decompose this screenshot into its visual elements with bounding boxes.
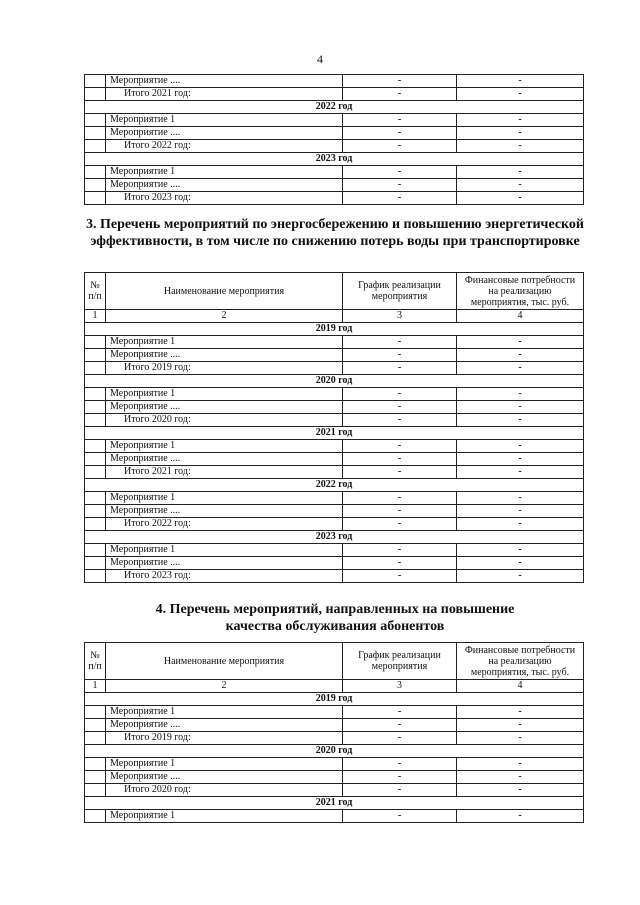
schedule-value: - bbox=[343, 453, 457, 466]
finance-value: - bbox=[457, 336, 584, 349]
total-row bbox=[85, 732, 584, 745]
row-number bbox=[85, 140, 106, 153]
section-4-title: 4. Перечень мероприятий, направленных на повышение качества обслуживания абонентов bbox=[155, 602, 515, 634]
total-row bbox=[85, 140, 584, 153]
column-number: 2 bbox=[106, 310, 343, 323]
finance-value: - bbox=[457, 166, 584, 179]
year-label: 2022 год bbox=[85, 101, 584, 114]
table-row bbox=[85, 557, 584, 570]
header-schedule: График реализации мероприятия bbox=[343, 273, 457, 310]
total-label: Итого 2023 год: bbox=[106, 192, 343, 205]
row-number bbox=[85, 88, 106, 101]
year-row bbox=[85, 323, 584, 336]
measure-name: Мероприятие .... bbox=[106, 75, 343, 88]
schedule-value: - bbox=[343, 492, 457, 505]
schedule-value: - bbox=[343, 140, 457, 153]
header-num: № п/п bbox=[85, 643, 106, 680]
year-row bbox=[85, 745, 584, 758]
year-label: 2019 год bbox=[85, 693, 584, 706]
finance-value: - bbox=[457, 140, 584, 153]
year-label: 2021 год bbox=[85, 427, 584, 440]
row-number bbox=[85, 440, 106, 453]
row-number bbox=[85, 362, 106, 375]
measure-name: Мероприятие 1 bbox=[106, 758, 343, 771]
column-number-row bbox=[85, 310, 584, 323]
column-number: 4 bbox=[457, 680, 584, 693]
finance-value: - bbox=[457, 719, 584, 732]
year-label: 2020 год bbox=[85, 375, 584, 388]
year-row bbox=[85, 427, 584, 440]
measure-name: Мероприятие .... bbox=[106, 719, 343, 732]
row-number bbox=[85, 127, 106, 140]
table-row bbox=[85, 75, 584, 88]
year-label: 2021 год bbox=[85, 797, 584, 810]
schedule-value: - bbox=[343, 719, 457, 732]
schedule-value: - bbox=[343, 88, 457, 101]
year-label: 2023 год bbox=[85, 531, 584, 544]
column-number-row bbox=[85, 680, 584, 693]
schedule-value: - bbox=[343, 505, 457, 518]
schedule-value: - bbox=[343, 570, 457, 583]
table-row bbox=[85, 505, 584, 518]
schedule-value: - bbox=[343, 114, 457, 127]
schedule-value: - bbox=[343, 810, 457, 823]
year-row bbox=[85, 101, 584, 114]
table-row bbox=[85, 388, 584, 401]
total-row bbox=[85, 518, 584, 531]
finance-value: - bbox=[457, 388, 584, 401]
finance-value: - bbox=[457, 518, 584, 531]
row-number bbox=[85, 192, 106, 205]
row-number bbox=[85, 388, 106, 401]
row-number bbox=[85, 518, 106, 531]
finance-value: - bbox=[457, 453, 584, 466]
finance-value: - bbox=[457, 810, 584, 823]
finance-value: - bbox=[457, 784, 584, 797]
header-name: Наименование мероприятия bbox=[106, 643, 343, 680]
table-row bbox=[85, 166, 584, 179]
total-label: Итого 2021 год: bbox=[106, 466, 343, 479]
schedule-value: - bbox=[343, 388, 457, 401]
measure-name: Мероприятие .... bbox=[106, 401, 343, 414]
table-row bbox=[85, 810, 584, 823]
table-row bbox=[85, 492, 584, 505]
total-label: Итого 2020 год: bbox=[106, 414, 343, 427]
header-num: № п/п bbox=[85, 273, 106, 310]
finance-value: - bbox=[457, 349, 584, 362]
measure-name: Мероприятие 1 bbox=[106, 706, 343, 719]
column-number: 1 bbox=[85, 680, 106, 693]
row-number bbox=[85, 453, 106, 466]
row-number bbox=[85, 414, 106, 427]
section-4-table bbox=[84, 642, 584, 823]
measure-name: Мероприятие .... bbox=[106, 771, 343, 784]
row-number bbox=[85, 732, 106, 745]
header-schedule: График реализации мероприятия bbox=[343, 643, 457, 680]
schedule-value: - bbox=[343, 544, 457, 557]
finance-value: - bbox=[457, 732, 584, 745]
row-number bbox=[85, 758, 106, 771]
finance-value: - bbox=[457, 758, 584, 771]
finance-value: - bbox=[457, 401, 584, 414]
schedule-value: - bbox=[343, 179, 457, 192]
total-row bbox=[85, 784, 584, 797]
page-number: 4 bbox=[317, 52, 323, 66]
table-row bbox=[85, 453, 584, 466]
total-row bbox=[85, 570, 584, 583]
row-number bbox=[85, 784, 106, 797]
measure-name: Мероприятие .... bbox=[106, 453, 343, 466]
year-label: 2022 год bbox=[85, 479, 584, 492]
finance-value: - bbox=[457, 192, 584, 205]
measure-name: Мероприятие 1 bbox=[106, 440, 343, 453]
measure-name: Мероприятие 1 bbox=[106, 166, 343, 179]
table-row bbox=[85, 706, 584, 719]
row-number bbox=[85, 505, 106, 518]
schedule-value: - bbox=[343, 732, 457, 745]
row-number bbox=[85, 544, 106, 557]
table-row bbox=[85, 179, 584, 192]
schedule-value: - bbox=[343, 414, 457, 427]
schedule-value: - bbox=[343, 771, 457, 784]
finance-value: - bbox=[457, 88, 584, 101]
measure-name: Мероприятие 1 bbox=[106, 810, 343, 823]
year-row bbox=[85, 153, 584, 166]
year-row bbox=[85, 375, 584, 388]
table-row bbox=[85, 336, 584, 349]
header-finance: Финансовые потребности на реализацию мероприятия, тыс. руб. bbox=[457, 273, 584, 310]
total-label: Итого 2021 год: bbox=[106, 88, 343, 101]
measure-name: Мероприятие .... bbox=[106, 557, 343, 570]
measure-name: Мероприятие 1 bbox=[106, 388, 343, 401]
finance-value: - bbox=[457, 570, 584, 583]
total-row bbox=[85, 362, 584, 375]
schedule-value: - bbox=[343, 401, 457, 414]
schedule-value: - bbox=[343, 166, 457, 179]
total-label: Итого 2023 год: bbox=[106, 570, 343, 583]
header-name: Наименование мероприятия bbox=[106, 273, 343, 310]
total-row bbox=[85, 192, 584, 205]
year-row bbox=[85, 479, 584, 492]
measure-name: Мероприятие 1 bbox=[106, 544, 343, 557]
measure-name: Мероприятие .... bbox=[106, 505, 343, 518]
measure-name: Мероприятие .... bbox=[106, 179, 343, 192]
schedule-value: - bbox=[343, 440, 457, 453]
column-number: 1 bbox=[85, 310, 106, 323]
measure-name: Мероприятие 1 bbox=[106, 492, 343, 505]
table-row bbox=[85, 440, 584, 453]
section-3-table bbox=[84, 272, 584, 583]
finance-value: - bbox=[457, 114, 584, 127]
row-number bbox=[85, 401, 106, 414]
row-number bbox=[85, 349, 106, 362]
year-row bbox=[85, 693, 584, 706]
finance-value: - bbox=[457, 505, 584, 518]
total-label: Итого 2019 год: bbox=[106, 732, 343, 745]
total-row bbox=[85, 466, 584, 479]
header-row bbox=[85, 273, 584, 310]
header-finance: Финансовые потребности на реализацию мероприятия, тыс. руб. bbox=[457, 643, 584, 680]
schedule-value: - bbox=[343, 758, 457, 771]
column-number: 3 bbox=[343, 310, 457, 323]
table-row bbox=[85, 771, 584, 784]
year-label: 2023 год bbox=[85, 153, 584, 166]
row-number bbox=[85, 719, 106, 732]
finance-value: - bbox=[457, 557, 584, 570]
table-row bbox=[85, 401, 584, 414]
table-row bbox=[85, 719, 584, 732]
year-label: 2019 год bbox=[85, 323, 584, 336]
finance-value: - bbox=[457, 127, 584, 140]
row-number bbox=[85, 557, 106, 570]
column-number: 3 bbox=[343, 680, 457, 693]
finance-value: - bbox=[457, 466, 584, 479]
continued-table bbox=[84, 74, 584, 205]
measure-name: Мероприятие 1 bbox=[106, 114, 343, 127]
finance-value: - bbox=[457, 771, 584, 784]
total-label: Итого 2019 год: bbox=[106, 362, 343, 375]
finance-value: - bbox=[457, 706, 584, 719]
finance-value: - bbox=[457, 414, 584, 427]
schedule-value: - bbox=[343, 466, 457, 479]
row-number bbox=[85, 75, 106, 88]
schedule-value: - bbox=[343, 349, 457, 362]
total-label: Итого 2022 год: bbox=[106, 518, 343, 531]
total-row bbox=[85, 414, 584, 427]
header-row bbox=[85, 643, 584, 680]
table-row bbox=[85, 349, 584, 362]
schedule-value: - bbox=[343, 362, 457, 375]
year-row bbox=[85, 797, 584, 810]
measure-name: Мероприятие .... bbox=[106, 127, 343, 140]
row-number bbox=[85, 166, 106, 179]
schedule-value: - bbox=[343, 706, 457, 719]
row-number bbox=[85, 336, 106, 349]
year-label: 2020 год bbox=[85, 745, 584, 758]
schedule-value: - bbox=[343, 336, 457, 349]
total-label: Итого 2020 год: bbox=[106, 784, 343, 797]
finance-value: - bbox=[457, 544, 584, 557]
measure-name: Мероприятие .... bbox=[106, 349, 343, 362]
row-number bbox=[85, 570, 106, 583]
table-row bbox=[85, 114, 584, 127]
schedule-value: - bbox=[343, 127, 457, 140]
measure-name: Мероприятие 1 bbox=[106, 336, 343, 349]
row-number bbox=[85, 466, 106, 479]
row-number bbox=[85, 771, 106, 784]
row-number bbox=[85, 179, 106, 192]
row-number bbox=[85, 114, 106, 127]
schedule-value: - bbox=[343, 192, 457, 205]
schedule-value: - bbox=[343, 557, 457, 570]
finance-value: - bbox=[457, 492, 584, 505]
finance-value: - bbox=[457, 179, 584, 192]
schedule-value: - bbox=[343, 75, 457, 88]
schedule-value: - bbox=[343, 518, 457, 531]
table-row bbox=[85, 544, 584, 557]
finance-value: - bbox=[457, 75, 584, 88]
section-3-title: 3. Перечень мероприятий по энергосбережению и повышению энергетической эффективности, в том числе по снижению потерь воды при транспортировке bbox=[85, 217, 585, 249]
finance-value: - bbox=[457, 440, 584, 453]
row-number bbox=[85, 492, 106, 505]
row-number bbox=[85, 810, 106, 823]
column-number: 2 bbox=[106, 680, 343, 693]
table-row bbox=[85, 127, 584, 140]
column-number: 4 bbox=[457, 310, 584, 323]
total-label: Итого 2022 год: bbox=[106, 140, 343, 153]
total-row bbox=[85, 88, 584, 101]
table-row bbox=[85, 758, 584, 771]
year-row bbox=[85, 531, 584, 544]
finance-value: - bbox=[457, 362, 584, 375]
schedule-value: - bbox=[343, 784, 457, 797]
row-number bbox=[85, 706, 106, 719]
